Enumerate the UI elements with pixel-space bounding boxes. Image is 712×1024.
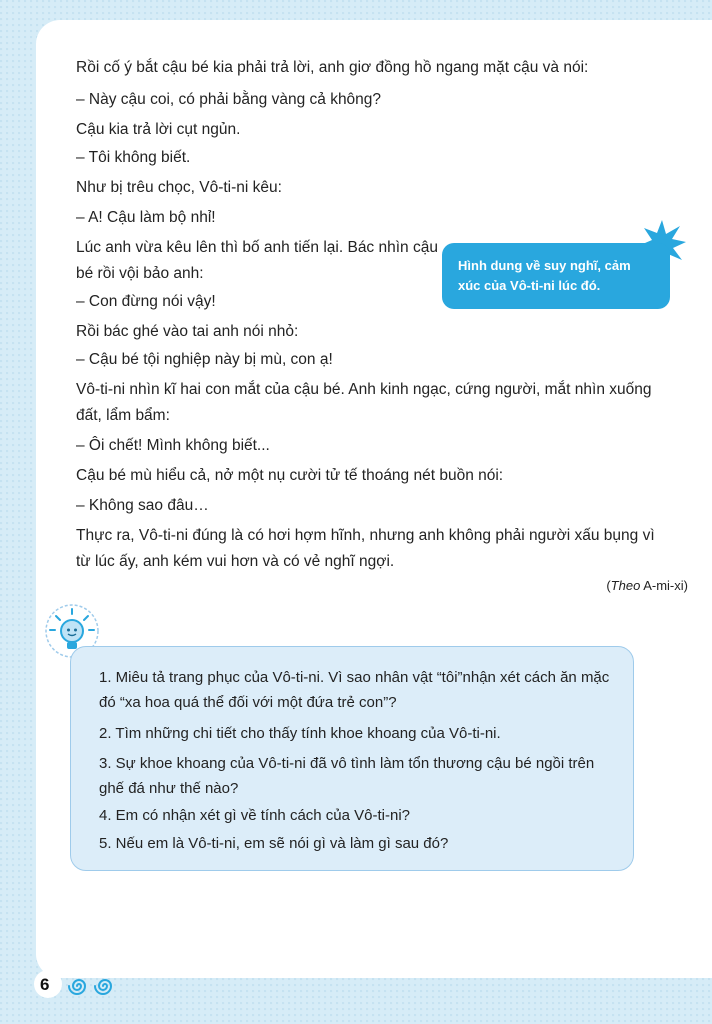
story-paragraph: – Tôi không biết. — [76, 149, 191, 166]
story-paragraph: bé rồi vội bảo anh: — [76, 265, 204, 282]
story-paragraph: Như bị trêu chọc, Vô-ti-ni kêu: — [76, 179, 282, 196]
citation-prefix: Theo — [610, 578, 641, 593]
story-paragraph: – Con đừng nói vậy! — [76, 293, 216, 310]
page-number: 6 — [40, 975, 50, 994]
citation-author: A-mi-xi — [643, 578, 684, 593]
story-paragraph: Vô-ti-ni nhìn kĩ hai con mắt của cậu bé. Anh kinh ngạc, cứng người, mắt nhìn xuống — [76, 381, 652, 398]
question-item: 2. Tìm những chi tiết cho thấy tính khoe khoang của Vô-ti-ni. — [99, 725, 501, 742]
citation: (Theo A-mi-xi) — [606, 578, 688, 593]
story-paragraph: Cậu kia trả lời cụt ngủn. — [76, 121, 241, 138]
question-item: 5. Nếu em là Vô-ti-ni, em sẽ nói gì và làm gì sau đó? — [99, 835, 449, 852]
question-box — [70, 646, 634, 871]
swirl-decoration-icon — [68, 975, 90, 997]
story-paragraph: Cậu bé mù hiểu cả, nở một nụ cười tử tế thoáng nét buồn nói: — [76, 467, 504, 484]
story-paragraph: đất, lẩm bẩm: — [76, 407, 170, 424]
story-paragraph: Rồi cố ý bắt cậu bé kia phải trả lời, anh giơ đồng hồ ngang mặt cậu và nói: — [76, 59, 589, 76]
question-item: 3. Sự khoe khoang của Vô-ti-ni đã vô tình làm tổn thương cậu bé ngồi trên ghế đá như thế nào? — [99, 755, 595, 797]
story-paragraph: – A! Cậu làm bộ nhỉ! — [76, 209, 216, 226]
question-item: 4. Em có nhận xét gì về tính cách của Vô-ti-ni? — [99, 807, 411, 824]
story-paragraph: Lúc anh vừa kêu lên thì bố anh tiến lại. Bác nhìn cậu — [76, 239, 438, 256]
story-paragraph: từ lúc ấy, anh kém vui hơn và có vẻ nghĩ ngợi. — [76, 553, 395, 570]
story-paragraph: Thực ra, Vô-ti-ni đúng là có hơi hợm hĩnh, nhưng anh không phải người xấu bụng vì — [76, 527, 655, 544]
story-paragraph: – Không sao đâu… — [76, 497, 209, 514]
story-paragraph: – Cậu bé tội nghiệp này bị mù, con ạ! — [76, 351, 333, 368]
story-paragraph: Rồi bác ghé vào tai anh nói nhỏ: — [76, 323, 299, 340]
reflection-callout: Hình dung về suy nghĩ, cảm xúc của Vô-ti-ni lúc đó. — [442, 243, 670, 309]
question-item: 1. Miêu tả trang phục của Vô-ti-ni. Vì sao nhân vật “tôi”nhận xét cách ăn mặc đó “xa hoa quá thể đối với một đứa trẻ con”? — [99, 669, 610, 711]
swirl-decoration-icon — [94, 975, 116, 997]
story-paragraph: – Ôi chết! Mình không biết... — [76, 437, 270, 454]
story-paragraph: – Này cậu coi, có phải bằng vàng cả không? — [76, 91, 382, 108]
